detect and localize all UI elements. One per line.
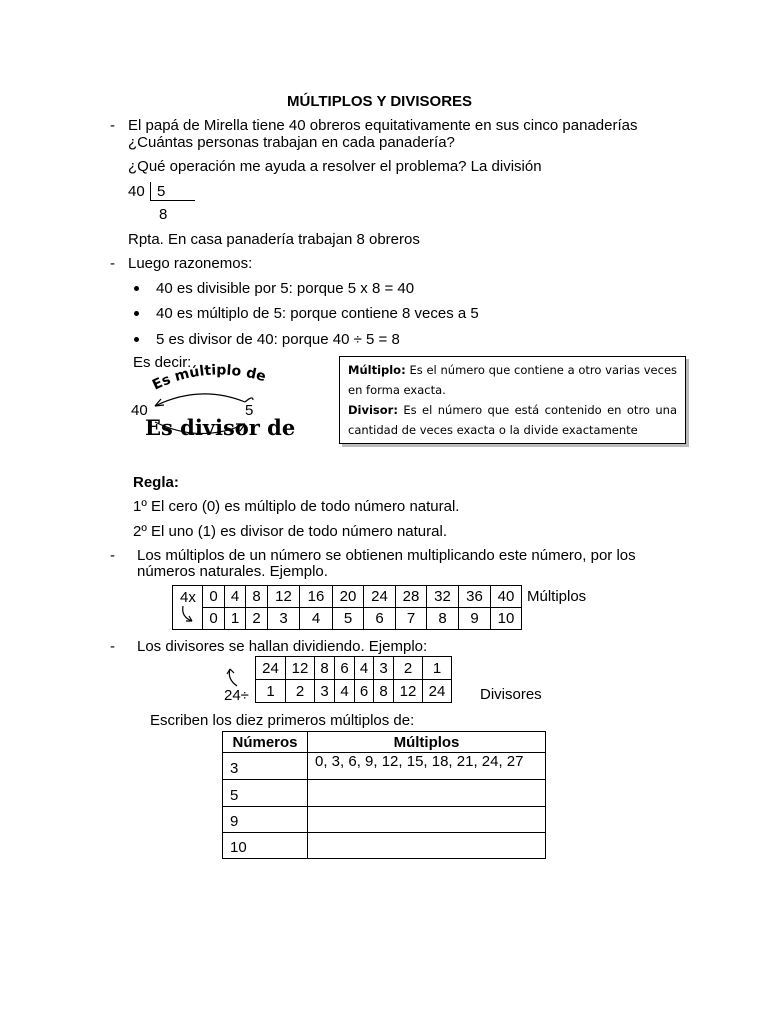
diagram-top-label: Es múltiplo de [149, 362, 268, 394]
list-dash: - [110, 117, 115, 134]
list-dash: - [110, 638, 115, 655]
diagram-bottom-label: Es divisor de [145, 415, 296, 440]
multiples-factor-cell: 2 [246, 608, 268, 630]
exercise-multiples-cell[interactable] [308, 833, 546, 859]
exercise-col-numbers: Números [223, 732, 308, 753]
multiples-factor-cell: 4 [300, 608, 333, 630]
divisors-table-label: Divisores [480, 686, 542, 703]
multiples-factor-cell: 1 [225, 608, 246, 630]
problem-answer: Rpta. En casa panadería trabajan 8 obreros [128, 231, 420, 248]
divisors-divisor-cell: 6 [355, 680, 374, 703]
problem-line-1: El papá de Mirella tiene 40 obreros equitativamente en sus cinco panaderías [128, 117, 638, 134]
divisors-divisor-cell: 2 [286, 680, 315, 703]
division-bracket-vertical [150, 182, 151, 201]
bullet-dot [134, 311, 139, 316]
multiple-divisor-diagram [125, 362, 300, 462]
multiples-factor-cell: 9 [459, 608, 491, 630]
exercise-number-cell: 9 [223, 807, 308, 833]
curved-arrow-icon [180, 605, 196, 625]
multiples-table [172, 585, 522, 630]
divisors-divisor-cell: 4 [335, 680, 355, 703]
divisors-quotient-cell: 6 [335, 657, 355, 680]
division-quotient: 8 [159, 206, 168, 223]
divisors-divisor-cell: 12 [394, 680, 423, 703]
divisors-quotient-cell: 4 [355, 657, 374, 680]
multiples-result-cell: 20 [333, 586, 364, 608]
divisors-divisor-cell: 3 [315, 680, 335, 703]
reasoning-bullet-3: 5 es divisor de 40: porque 40 ÷ 5 = 8 [156, 331, 400, 348]
reasoning-bullet-1: 40 es divisible por 5: porque 5 x 8 = 40 [156, 280, 415, 297]
multiples-line-1: Los múltiplos de un número se obtienen multiplicando este número, por los [137, 547, 636, 564]
exercise-multiples-cell[interactable] [308, 780, 546, 807]
page-title: MÚLTIPLOS Y DIVISORES [287, 93, 473, 110]
definition-divisor-term: Divisor: [348, 403, 398, 417]
diagram-left-number: 40 [131, 402, 148, 419]
definition-multiplo [348, 360, 677, 400]
multiples-line-2: números naturales. Ejemplo. [137, 563, 328, 580]
division-divisor: 5 [157, 183, 166, 200]
reasoning-bullet-2: 40 es múltiplo de 5: porque contiene 8 veces a 5 [156, 305, 479, 322]
divisors-table [219, 656, 452, 703]
division-dividend: 40 [128, 183, 145, 200]
multiples-factor-cell: 0 [203, 608, 225, 630]
multiples-result-cell: 12 [268, 586, 300, 608]
exercise-multiples-cell[interactable] [308, 807, 546, 833]
multiples-factor-cell: 10 [491, 608, 522, 630]
multiples-factor-cell: 8 [427, 608, 459, 630]
rule-2: 2º El uno (1) es divisor de todo número natural. [133, 523, 447, 540]
multiples-operator-cell [173, 586, 203, 630]
multiples-result-cell: 16 [300, 586, 333, 608]
exercise-number-cell: 10 [223, 833, 308, 859]
definition-multiplo-text: Es el número que contiene a otro varias veces en forma exacta. [348, 363, 678, 397]
list-dash: - [110, 547, 115, 564]
divisors-quotient-cell: 1 [423, 657, 452, 680]
definitions-box [339, 356, 686, 444]
divisors-operator-cell [219, 657, 256, 703]
multiples-result-cell: 36 [459, 586, 491, 608]
exercise-number-cell: 5 [223, 780, 308, 807]
multiples-operator: 4x [180, 589, 196, 606]
problem-question: ¿Qué operación me ayuda a resolver el problema? La división [128, 158, 542, 175]
divisors-operator: 24÷ [224, 686, 249, 704]
definition-divisor-text: Es el número que está contenido en otro una cantidad de veces exacta o la divide exactamente [348, 403, 677, 437]
multiples-result-cell: 24 [364, 586, 396, 608]
rules-heading: Regla: [133, 474, 179, 491]
exercise-table [222, 731, 546, 859]
list-dash: - [110, 255, 115, 272]
multiples-factor-cell: 7 [396, 608, 427, 630]
division-bracket-horizontal [150, 200, 195, 201]
multiples-result-cell: 8 [246, 586, 268, 608]
exercise-multiples-cell[interactable]: 0, 3, 6, 9, 12, 15, 18, 21, 24, 27 [308, 753, 546, 780]
exercise-number-cell: 3 [223, 753, 308, 780]
es-decir-label: Es decir: [133, 354, 192, 371]
multiples-result-cell: 32 [427, 586, 459, 608]
rule-1: 1º El cero (0) es múltiplo de todo número natural. [133, 498, 460, 515]
exercise-col-multiples: Múltiplos [308, 732, 546, 753]
diagram-right-number: 5 [245, 402, 254, 419]
divisors-divisor-cell: 1 [256, 680, 286, 703]
bullet-dot [134, 286, 139, 291]
divisors-quotient-cell: 8 [315, 657, 335, 680]
divisors-quotient-cell: 3 [374, 657, 394, 680]
divisors-line: Los divisores se hallan dividiendo. Ejemplo: [137, 638, 428, 655]
definition-divisor [348, 400, 677, 440]
multiples-result-cell: 4 [225, 586, 246, 608]
divisors-divisor-cell: 24 [423, 680, 452, 703]
definition-multiplo-term: Múltiplo: [348, 363, 406, 377]
divisors-divisor-cell: 8 [374, 680, 394, 703]
reasoning-intro: Luego razonemos: [128, 255, 253, 272]
multiples-result-cell: 0 [203, 586, 225, 608]
divisors-quotient-cell: 24 [256, 657, 286, 680]
multiples-table-label: Múltiplos [527, 588, 587, 605]
divisors-quotient-cell: 2 [394, 657, 423, 680]
arrow-top-line [155, 394, 245, 406]
multiples-factor-cell: 3 [268, 608, 300, 630]
divisors-quotient-cell: 12 [286, 657, 315, 680]
bullet-dot [134, 337, 139, 342]
multiples-result-cell: 28 [396, 586, 427, 608]
multiples-factor-cell: 5 [333, 608, 364, 630]
multiples-factor-cell: 6 [364, 608, 396, 630]
problem-line-2: ¿Cuántas personas trabajan en cada panadería? [128, 134, 455, 151]
curved-arrow-icon [225, 667, 241, 687]
exercise-instruction: Escriben los diez primeros múltiplos de: [150, 712, 415, 729]
multiples-result-cell: 40 [491, 586, 522, 608]
